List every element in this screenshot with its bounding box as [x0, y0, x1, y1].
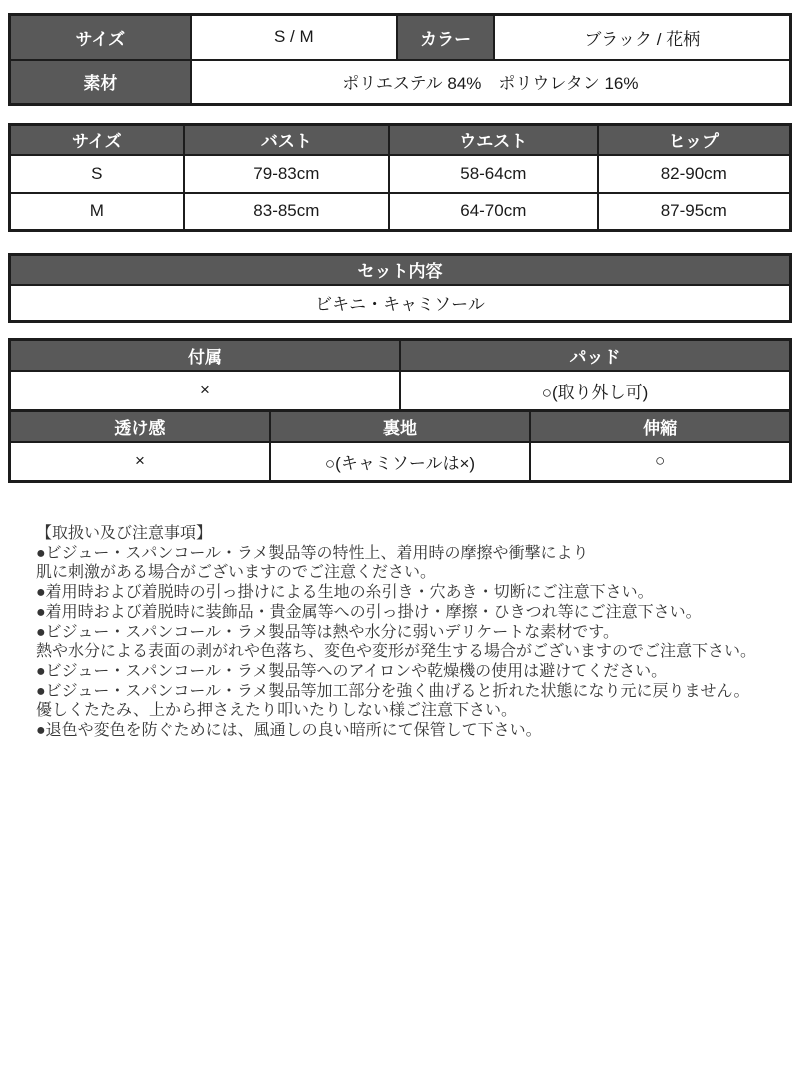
size-m-cell: M	[10, 193, 184, 231]
care-note-line: 肌に刺激がある場合がございますのでご注意ください。	[36, 564, 437, 582]
col-header-hip: ヒップ	[598, 125, 791, 155]
bust-m-cell: 83-85cm	[184, 193, 389, 231]
size-s-cell: S	[10, 155, 184, 193]
material-value: ポリエステル 84% ポリウレタン 16%	[191, 60, 791, 105]
care-note-line: ●退色や変色を防ぐためには、風通しの良い暗所にて保管して下さい。	[36, 722, 542, 740]
material-label: 素材	[10, 60, 191, 105]
measurements-header-row	[10, 125, 791, 155]
color-value: ブラック / 花柄	[494, 15, 790, 60]
spec-table	[8, 13, 792, 106]
care-notes-title: 【取扱い及び注意事項】	[36, 525, 213, 542]
sheer-label: 透け感	[10, 411, 270, 442]
col-header-bust: バスト	[184, 125, 389, 155]
sheer-value: ×	[10, 442, 270, 482]
care-note-line: 優しくたたみ、上から押さえたり叩いたりしない様ご注意下さい。	[36, 702, 517, 720]
sheer-lining-stretch-value-row	[10, 442, 791, 482]
lining-value: ○(キャミソールは×)	[270, 442, 530, 482]
set-contents-value-row	[10, 285, 791, 322]
care-note-line: ●ビジュー・スパンコール・ラメ製品等へのアイロンや乾燥機の使用は避けてください。	[36, 662, 668, 680]
set-contents-table	[8, 253, 792, 323]
measurements-table	[8, 123, 792, 232]
stretch-label: 伸縮	[530, 411, 790, 442]
hip-s-cell: 82-90cm	[598, 155, 791, 193]
set-contents-header-row	[10, 255, 791, 285]
waist-s-cell: 58-64cm	[389, 155, 598, 193]
accessory-label: 付属	[10, 340, 401, 371]
lining-label: 裏地	[270, 411, 530, 442]
care-note-line: ●ビジュー・スパンコール・ラメ製品等は熱や水分に弱いデリケートな素材です。	[36, 623, 619, 641]
col-header-size: サイズ	[10, 125, 184, 155]
col-header-waist: ウエスト	[389, 125, 598, 155]
accessory-pad-value-row	[10, 371, 791, 411]
pad-label: パッド	[400, 340, 791, 371]
care-notes	[8, 524, 792, 741]
care-note-line: ●着用時および着脱時に装飾品・貴金属等への引っ掛け・摩擦・ひきつれ等にご注意下さい。	[36, 603, 702, 621]
sheer-lining-stretch-table	[8, 409, 792, 483]
size-value: S / M	[191, 15, 397, 60]
hip-m-cell: 87-95cm	[598, 193, 791, 231]
pad-value: ○(取り外し可)	[400, 371, 791, 411]
accessory-pad-header-row	[10, 340, 791, 371]
set-contents-value: ビキニ・キャミソール	[10, 285, 791, 322]
care-note-line: ●ビジュー・スパンコール・ラメ製品等加工部分を強く曲げると折れた状態になり元に戻りません。	[36, 682, 750, 700]
accessory-value: ×	[10, 371, 401, 411]
size-label: サイズ	[10, 15, 191, 60]
color-label: カラー	[397, 15, 495, 60]
measurement-row-m	[10, 193, 791, 231]
stretch-value: ○	[530, 442, 790, 482]
spec-row-size-color	[10, 15, 791, 60]
accessory-pad-table	[8, 338, 792, 412]
spec-row-material	[10, 60, 791, 105]
waist-m-cell: 64-70cm	[389, 193, 598, 231]
measurement-row-s	[10, 155, 791, 193]
bust-s-cell: 79-83cm	[184, 155, 389, 193]
care-note-line: 熱や水分による表面の剥がれや色落ち、変色や変形が発生する場合がございますのでご注意下さい。	[36, 643, 757, 661]
set-contents-label: セット内容	[10, 255, 791, 285]
care-note-line: ●着用時および着脱時の引っ掛けによる生地の糸引き・穴あき・切断にご注意下さい。	[36, 584, 654, 602]
sheer-lining-stretch-header-row	[10, 411, 791, 442]
care-note-line: ●ビジュー・スパンコール・ラメ製品等の特性上、着用時の摩擦や衝撃により	[36, 544, 589, 562]
